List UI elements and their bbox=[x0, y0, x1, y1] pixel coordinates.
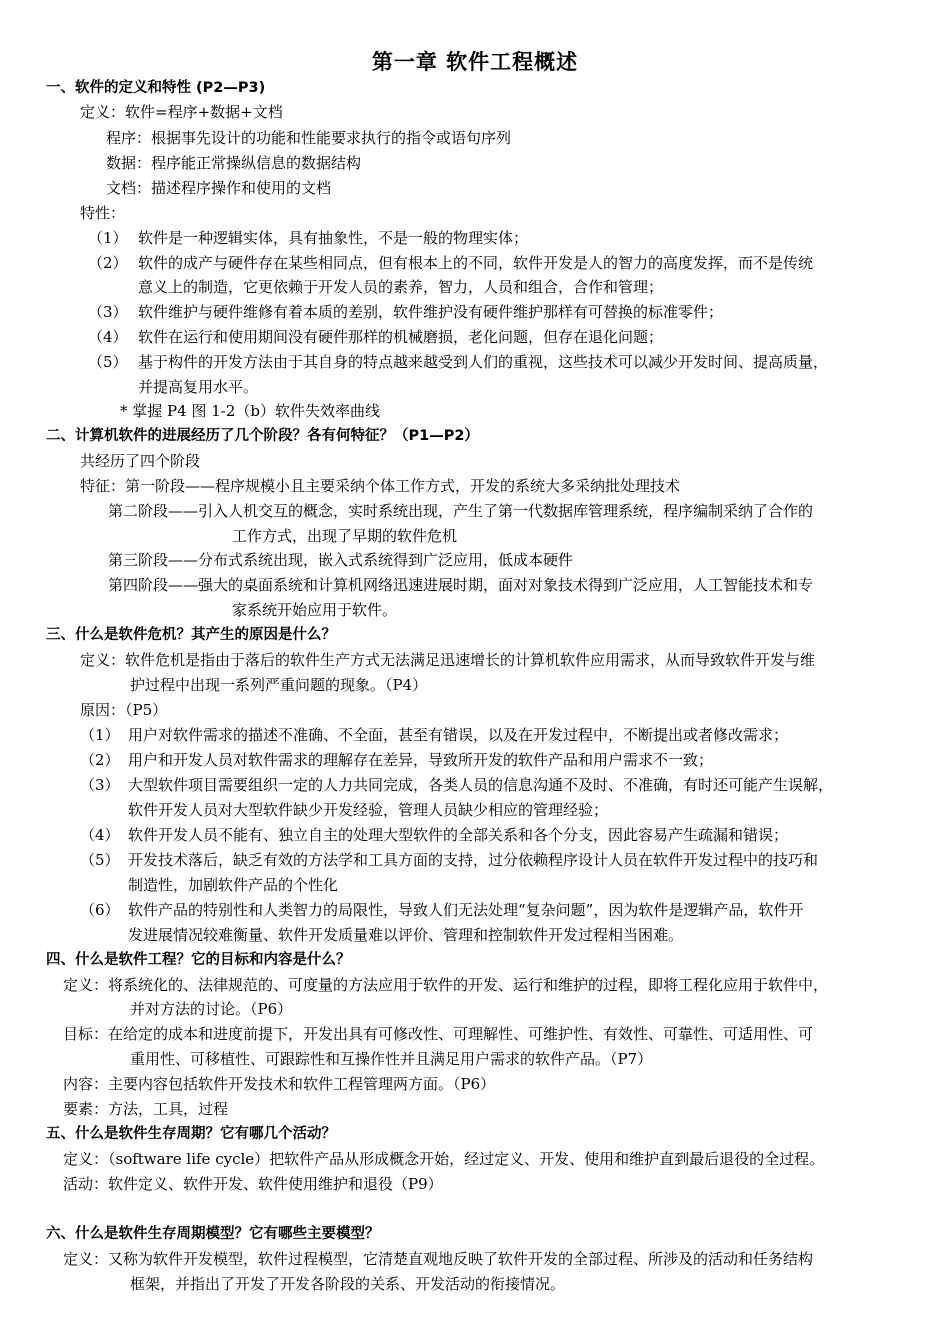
chapter-title: 第一章 软件工程概述 bbox=[371, 50, 579, 74]
s3-item-4-num: （4） bbox=[80, 826, 120, 844]
s6-def-l2: 框架，并指出了开发了开发各阶段的关系、开发活动的衔接情况。 bbox=[130, 1275, 566, 1293]
s3-item-3-num: （3） bbox=[80, 776, 120, 794]
section-2-heading: 二、计算机软件的进展经历了几个阶段？各有何特征？（P1—P2） bbox=[46, 428, 479, 444]
s3-cause-label: 原因：（P5） bbox=[80, 701, 168, 719]
section-5-heading: 五、什么是软件生存周期？它有哪几个活动？ bbox=[46, 1126, 336, 1142]
s1-item-4-num: （4） bbox=[88, 328, 128, 346]
s3-item-1-num: （1） bbox=[80, 726, 120, 744]
s3-item-2-num: （2） bbox=[80, 751, 120, 769]
s2-stage-4-l2: 家系统开始应用于软件。 bbox=[232, 601, 398, 619]
s3-item-3-l1: 大型软件项目需要组织一定的人力共同完成，各类人员的信息沟通不及时、不准确，有时还可能产生误解， bbox=[128, 776, 834, 794]
section-6-heading: 六、什么是软件生存周期模型？它有哪些主要模型？ bbox=[46, 1226, 380, 1242]
s3-def-l1: 定义：软件危机是指由于落后的软件生产方式无法满足迅速增长的计算机软件应用需求，从而导致软件开发与维 bbox=[80, 651, 816, 669]
s2-stage-3: 第三阶段——分布式系统出现，嵌入式系统得到广泛应用，低成本硬件 bbox=[108, 551, 574, 569]
s4-elements: 要素：方法，工具，过程 bbox=[63, 1100, 229, 1118]
s4-goal-l1: 目标：在给定的成本和进度前提下，开发出具有可修改性、可理解性、可维护性、有效性、可靠性、可适用性、可 bbox=[63, 1025, 814, 1043]
s3-item-3-l2: 软件开发人员对大型软件缺少开发经验，管理人员缺少相应的管理经验； bbox=[128, 801, 609, 819]
s1-item-2-l1: 软件的成产与硬件存在某些相同点，但有根本上的不同，软件开发是人的智力的高度发挥，而不是传统 bbox=[138, 254, 814, 272]
s1-note: * 掌握 P4 图 1-2（b）软件失效率曲线 bbox=[120, 402, 380, 420]
section-1-heading: 一、软件的定义和特性 (P2—P3) bbox=[46, 80, 266, 96]
s1-item-4: 软件在运行和使用期间没有硬件那样的机械磨损，老化问题，但存在退化问题； bbox=[138, 328, 664, 346]
section-3-heading: 三、什么是软件危机？其产生的原因是什么？ bbox=[46, 627, 336, 643]
s1-item-5-num: （5） bbox=[88, 353, 128, 371]
s3-item-5-num: （5） bbox=[80, 851, 120, 869]
s2-stage-2-l1: 第二阶段——引入人机交互的概念，实时系统出现，产生了第一代数据库管理系统，程序编制采纳了合作的 bbox=[108, 502, 814, 520]
s1-data: 数据：程序能正常操纵信息的数据结构 bbox=[106, 154, 362, 172]
s4-def-l2: 并对方法的讨论。（P6） bbox=[130, 1000, 293, 1018]
s1-item-3: 软件维护与硬件维修有着本质的差别，软件维护没有硬件维护那样有可替换的标准零件； bbox=[138, 303, 724, 321]
s3-item-6-l1: 软件产品的特别性和人类智力的局限性，导致人们无法处理“复杂问题”，因为软件是逻辑产品，软件开 bbox=[128, 901, 804, 919]
s1-item-1: 软件是一种逻辑实体，具有抽象性，不是一般的物理实体； bbox=[138, 229, 529, 247]
s3-item-2: 用户和开发人员对软件需求的理解存在差异，导致所开发的软件产品和用户需求不一致； bbox=[128, 751, 714, 769]
s1-program: 程序：根据事先设计的功能和性能要求执行的指令或语句序列 bbox=[106, 129, 512, 147]
s1-item-2-l2: 意义上的制造，它更依赖于开发人员的素养，智力，人员和组合，合作和管理； bbox=[138, 278, 664, 296]
s3-item-5-l2: 制造性，加剧软件产品的个性化 bbox=[128, 876, 339, 894]
s1-definition: 定义：软件=程序+数据+文档 bbox=[80, 103, 283, 121]
s6-def-l1: 定义：又称为软件开发模型，软件过程模型，它清楚直观地反映了软件开发的全部过程、所涉及的活动和任务结构 bbox=[63, 1250, 814, 1268]
s2-intro: 共经历了四个阶段 bbox=[80, 452, 201, 470]
s3-item-6-num: （6） bbox=[80, 901, 120, 919]
s1-item-5-l1: 基于构件的开发方法由于其自身的特点越来越受到人们的重视，这些技术可以减少开发时间、提高质量， bbox=[138, 353, 829, 371]
s4-def-l1: 定义：将系统化的、法律规范的、可度量的方法应用于软件的开发、运行和维护的过程，即将工程化应用于软件中， bbox=[63, 976, 829, 994]
s1-item-2-num: （2） bbox=[88, 254, 128, 272]
s2-stage-1: 特征：第一阶段——程序规模小且主要采纳个体工作方式，开发的系统大多采纳批处理技术 bbox=[80, 477, 681, 495]
s2-stage-2-l2: 工作方式，出现了早期的软件危机 bbox=[232, 527, 458, 545]
s1-item-3-num: （3） bbox=[88, 303, 128, 321]
s4-goal-l2: 重用性、可移植性、可跟踪性和互操作性并且满足用户需求的软件产品。（P7） bbox=[130, 1050, 653, 1068]
s1-item-5-l2: 并提高复用水平。 bbox=[138, 378, 259, 396]
s3-item-1: 用户对软件需求的描述不准确、不全面，甚至有错误，以及在开发过程中，不断提出或者修改需求； bbox=[128, 726, 789, 744]
s3-item-6-l2: 发进展情况较难衡量、软件开发质量难以评价、管理和控制软件开发过程相当困难。 bbox=[128, 926, 684, 944]
s5-def: 定义：（software life cycle）把软件产品从形成概念开始，经过定义、开发、使用和维护直到最后退役的全过程。 bbox=[63, 1150, 825, 1168]
s3-item-5-l1: 开发技术落后，缺乏有效的方法学和工具方面的支持，过分依赖程序设计人员在软件开发过程中的技巧和 bbox=[128, 851, 819, 869]
s1-item-1-num: （1） bbox=[88, 229, 128, 247]
s1-features-label: 特性： bbox=[80, 204, 126, 222]
s3-def-l2: 护过程中出现一系列严重问题的现象。（P4） bbox=[130, 676, 428, 694]
section-4-heading: 四、什么是软件工程？它的目标和内容是什么？ bbox=[46, 952, 351, 968]
s4-content: 内容：主要内容包括软件开发技术和软件工程管理两方面。（P6） bbox=[63, 1075, 496, 1093]
s1-doc: 文档：描述程序操作和使用的文档 bbox=[106, 179, 332, 197]
s3-item-4: 软件开发人员不能有、独立自主的处理大型软件的全部关系和各个分支，因此容易产生疏漏和错误； bbox=[128, 826, 789, 844]
s5-activities: 活动：软件定义、软件开发、软件使用维护和退役（P9） bbox=[63, 1175, 443, 1193]
s2-stage-4-l1: 第四阶段——强大的桌面系统和计算机网络迅速进展时期，面对对象技术得到广泛应用，人工智能技术和专 bbox=[108, 576, 814, 594]
